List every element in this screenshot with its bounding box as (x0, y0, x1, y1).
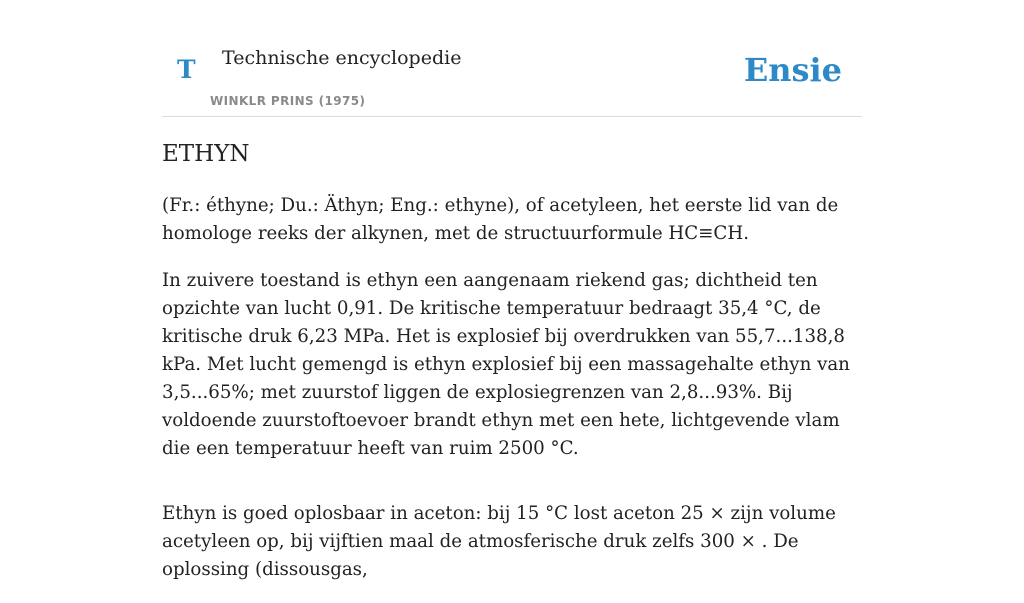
entry-paragraph: Ethyn is goed oplosbaar in aceton: bij 15 °C lost aceton 25 × zijn volume acetyleen op, bij vijftien maal de atmosferische druk zelfs 300 × . De oplossing (dissousgas, (162, 503, 836, 580)
source-subtitle: WINKLR PRINS (1975) (210, 94, 366, 108)
entry-title: ETHYN (162, 141, 250, 167)
source-logo[interactable]: T (177, 55, 196, 84)
source-header (162, 0, 862, 117)
entry-paragraph: In zuivere toestand is ethyn een aangenaam riekend gas; dichtheid ten opzichte van lucht 0,91. De kritische temperatuur bedraagt 35,4 °C, de kritische druk 6,23 MPa. Het is explosief bij overdrukken van 55,7...138,8 kPa. Met lucht gemengd is ethyn explosief bij een massagehalte ethyn van 3,5...65%; met zuurstof liggen de explosiegrenzen van 2,8...93%. Bij voldoende zuurstoftoevoer brandt ethyn met een hete, lichtgevende vlam die een temperatuur heeft van ruim 2500 °C. (162, 270, 850, 459)
entry-body (162, 192, 862, 603)
article-page (162, 0, 862, 580)
entry-paragraph: (Fr.: éthyne; Du.: Äthyn; Eng.: ethyne), of acetyleen, het eerste lid van de homologe reeks der alkynen, met de structuurformule HC≡CH. (162, 195, 839, 244)
source-title-link[interactable]: Technische encyclopedie (222, 47, 462, 69)
ensie-logo-link[interactable]: Ensie (743, 51, 842, 89)
